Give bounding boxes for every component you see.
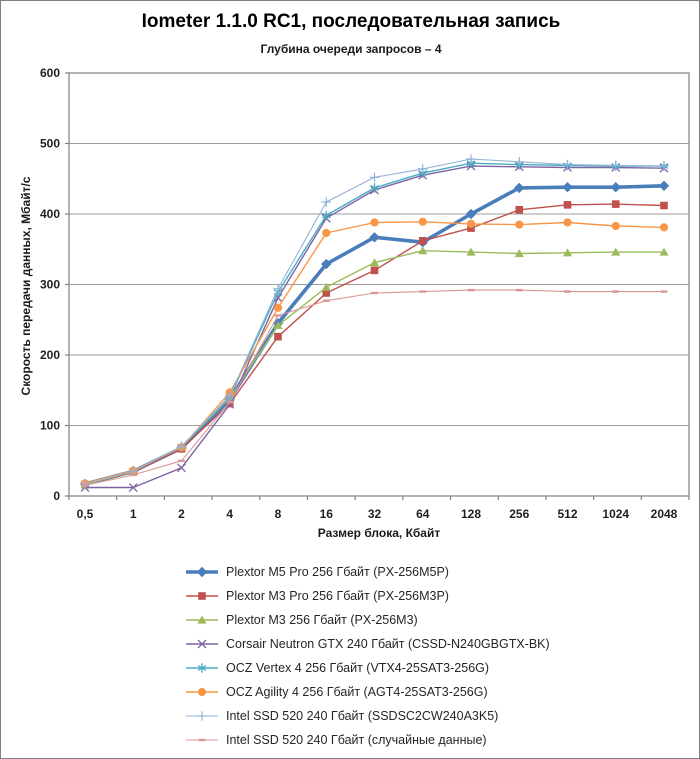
series-line-1 [85, 204, 664, 485]
legend-label: Intel SSD 520 240 Гбайт (случайные данные) [226, 733, 487, 747]
series-5 [81, 218, 668, 488]
legend-label: Plextor M3 256 Гбайт (PX-256M3) [226, 613, 418, 627]
y-axis-title: Скорость передачи данных, Мбайт/с [19, 176, 33, 396]
square-marker [198, 592, 206, 600]
x-axis-title: Размер блока, Кбайт [317, 526, 441, 540]
chart-subtitle: Глубина очереди запросов – 4 [260, 42, 442, 56]
legend-label: Intel SSD 520 240 Гбайт (SSDSC2CW240A3K5) [226, 709, 499, 723]
x-tick-label: 32 [367, 507, 382, 521]
legend-marker-dash [185, 733, 219, 747]
square-marker [371, 267, 379, 275]
y-tick-label: 500 [39, 136, 60, 151]
diamond-marker [659, 181, 669, 191]
plot-area [1, 1, 700, 551]
legend-item-0 [185, 560, 550, 584]
x-tick-label: 4 [226, 507, 234, 521]
x-tick-label: 1024 [602, 507, 630, 521]
legend-item-2 [185, 608, 550, 632]
legend-item-6 [185, 704, 550, 728]
series-line-4 [85, 163, 664, 484]
x-tick-label: 256 [509, 507, 530, 521]
series-1 [81, 200, 668, 488]
diamond-marker [611, 182, 621, 192]
x-tick-label: 8 [274, 507, 282, 521]
series-line-7 [85, 290, 664, 485]
x-tick-label: 512 [557, 507, 578, 521]
circle-marker [467, 220, 475, 228]
x-tick-label: 0,5 [76, 507, 94, 521]
circle-marker [274, 304, 282, 312]
legend-item-5 [185, 680, 550, 704]
legend [185, 560, 550, 752]
circle-marker [322, 229, 330, 237]
legend-marker-x [185, 637, 219, 651]
legend-item-4 [185, 656, 550, 680]
square-marker [660, 202, 668, 210]
x-tick-label: 2 [178, 507, 185, 521]
legend-item-3 [185, 632, 550, 656]
series-line-2 [85, 251, 664, 485]
plus-marker [659, 161, 669, 171]
legend-item-1 [185, 584, 550, 608]
series-line-6 [85, 159, 664, 484]
legend-label: OCZ Vertex 4 256 Гбайт (VTX4-25SAT3-256G) [226, 661, 490, 675]
legend-label: Plextor M3 Pro 256 Гбайт (PX-256M3P) [226, 589, 449, 603]
diamond-marker [197, 567, 207, 577]
legend-marker-triangle [185, 613, 219, 627]
y-tick-label: 100 [39, 418, 60, 433]
y-tick-label: 200 [39, 348, 60, 362]
legend-label: Plextor M5 Pro 256 Гбайт (PX-256M5P) [226, 565, 449, 579]
series-4 [81, 158, 668, 488]
legend-label: Corsair Neutron GTX 240 Гбайт (CSSD-N240GBGTX-BK) [226, 637, 550, 651]
x-tick-label: 128 [460, 507, 482, 521]
x-tick-label: 2048 [650, 507, 678, 521]
legend-item-7 [185, 728, 550, 752]
legend-marker-circle [185, 685, 219, 699]
x-marker [178, 464, 186, 472]
legend-marker-square [185, 589, 219, 603]
plus-marker [370, 173, 380, 183]
square-marker [274, 333, 282, 341]
circle-marker [515, 220, 523, 228]
y-tick-label: 0 [53, 489, 60, 503]
legend-label: OCZ Agility 4 256 Гбайт (AGT4-25SAT3-256G) [226, 685, 488, 699]
square-marker [564, 201, 572, 209]
series-2 [80, 246, 668, 488]
x-tick-label: 64 [416, 507, 430, 521]
diamond-marker [562, 182, 572, 192]
square-marker [515, 206, 523, 214]
plus-marker [197, 711, 207, 721]
circle-marker [370, 218, 378, 226]
circle-marker [563, 218, 571, 226]
legend-marker-plus [185, 709, 219, 723]
x-tick-label: 1 [129, 507, 137, 521]
legend-marker-diamond [185, 565, 219, 579]
y-tick-label: 600 [39, 66, 60, 80]
circle-marker [198, 688, 206, 696]
y-tick-label: 300 [39, 277, 60, 292]
chart-title: Iometer 1.1.0 RC1, последовательная запись [141, 11, 561, 32]
circle-marker [660, 223, 668, 231]
series-3 [81, 162, 668, 491]
series-0 [80, 181, 669, 490]
circle-marker [419, 218, 427, 226]
square-marker [612, 200, 620, 208]
legend-marker-asterisk [185, 661, 219, 675]
x-tick-label: 16 [319, 507, 333, 521]
y-tick-label: 400 [39, 207, 60, 221]
circle-marker [612, 222, 620, 230]
plus-marker [321, 197, 331, 207]
series-7 [82, 290, 668, 485]
series-line-0 [85, 186, 664, 484]
square-marker [419, 237, 427, 245]
